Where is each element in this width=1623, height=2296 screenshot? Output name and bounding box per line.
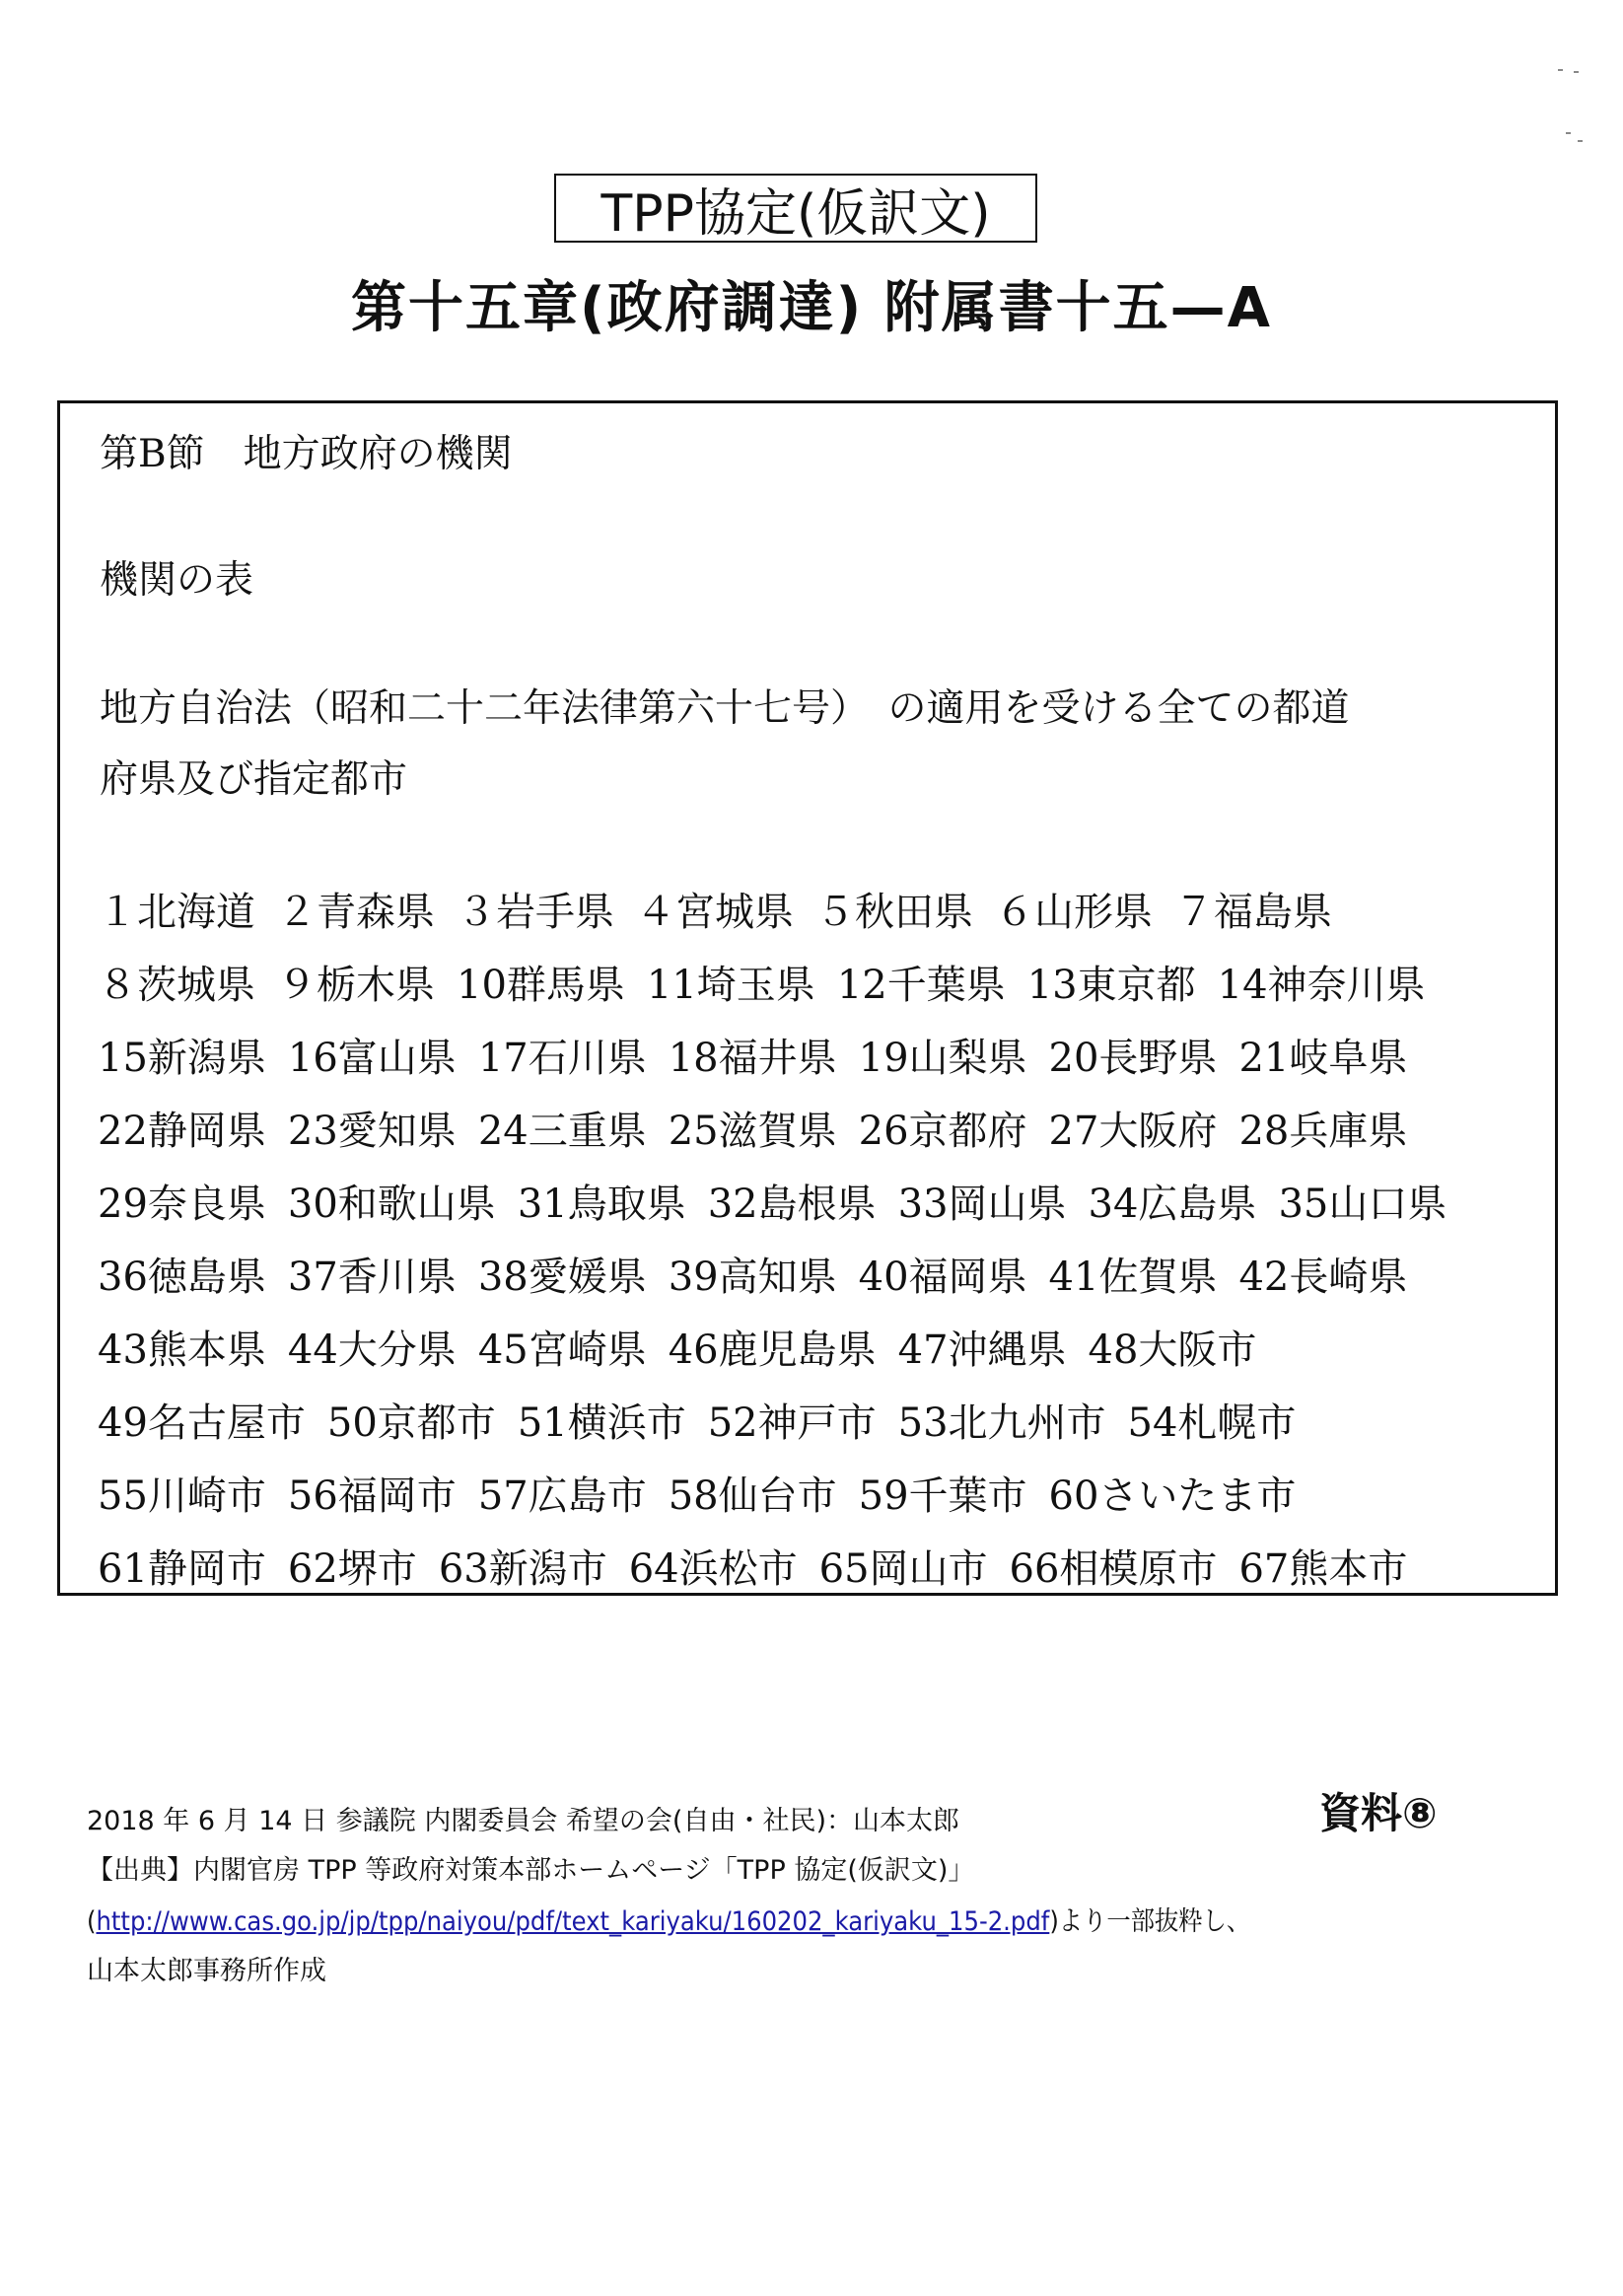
entity-item: 62堺市	[287, 1545, 417, 1592]
entity-item: ５秋田県	[815, 889, 973, 935]
entity-item: 12千葉県	[836, 962, 1006, 1008]
entity-item: 20長野県	[1048, 1035, 1218, 1081]
footer-source-line: 【出典】内閣官房 TPP 等政府対策本部ホームページ「TPP 協定(仮訳文)」	[87, 1855, 975, 1886]
entity-item: 13東京都	[1026, 962, 1196, 1008]
entity-item: 64浜松市	[628, 1545, 798, 1592]
entity-item: 53北九州市	[897, 1399, 1106, 1446]
description-line: 地方自治法（昭和二十二年法律第六十七号） の適用を受ける全ての都道	[100, 686, 1350, 731]
entity-item: 26京都府	[858, 1108, 1027, 1154]
entity-row	[98, 954, 1447, 1009]
entity-row	[98, 1465, 1317, 1520]
footer-url-line	[87, 1900, 1250, 1938]
entity-item: 39高知県	[668, 1254, 837, 1300]
entity-item: 37香川県	[287, 1254, 457, 1300]
section-heading: 第B節 地方政府の機関	[100, 432, 513, 476]
scan-speck	[1566, 132, 1571, 134]
entity-item: 35山口県	[1278, 1181, 1447, 1227]
entity-item: 56福岡市	[287, 1472, 457, 1519]
description-line: 府県及び指定都市	[100, 757, 408, 802]
entity-item: 15新潟県	[98, 1035, 266, 1081]
entity-item: 50京都市	[326, 1399, 496, 1446]
entity-item: 19山梨県	[858, 1035, 1027, 1081]
footer-date-line: 2018 年 6 月 14 日 参議院 内閣委員会 希望の会(自由・社民)：山本太郎	[87, 1806, 959, 1836]
entity-row	[98, 1246, 1429, 1301]
entity-item: 33岡山県	[897, 1181, 1067, 1227]
scan-speck	[1578, 140, 1583, 142]
entity-item: 55川崎市	[98, 1472, 266, 1519]
entity-item: 11埼玉県	[646, 962, 815, 1008]
entity-item: 66相模原市	[1009, 1545, 1218, 1592]
entity-item: 30和歌山県	[287, 1181, 496, 1227]
entity-list-box	[57, 400, 1558, 1596]
entity-item: 14神奈川県	[1217, 962, 1426, 1008]
entity-item: 54札幌市	[1127, 1399, 1297, 1446]
entity-item: ４宮城県	[636, 889, 794, 935]
entity-item: 24三重県	[477, 1108, 647, 1154]
entity-item: 57広島市	[477, 1472, 647, 1519]
entity-item: ２青森県	[277, 889, 435, 935]
entity-item: 31鳥取県	[517, 1181, 686, 1227]
entity-row	[98, 1392, 1317, 1447]
entity-item: 67熊本市	[1238, 1545, 1408, 1592]
entity-item: 27大阪府	[1048, 1108, 1218, 1154]
entity-row	[98, 1100, 1429, 1155]
entity-item: 52神戸市	[707, 1399, 877, 1446]
scan-speck	[1574, 71, 1579, 73]
entity-item: 44大分県	[287, 1327, 457, 1373]
entity-item: 51横浜市	[517, 1399, 686, 1446]
entity-row	[98, 881, 1354, 936]
entity-item: 18福井県	[668, 1035, 837, 1081]
chapter-title: 第十五章(政府調達) 附属書十五—A	[350, 276, 1273, 340]
entity-item: 59千葉市	[858, 1472, 1027, 1519]
entity-item: 58仙台市	[668, 1472, 837, 1519]
entity-item: 42長崎県	[1238, 1254, 1408, 1300]
entity-item: 47沖縄県	[897, 1327, 1067, 1373]
entity-item: 40福岡県	[858, 1254, 1027, 1300]
list-heading: 機関の表	[100, 558, 254, 603]
entity-item: 25滋賀県	[668, 1108, 837, 1154]
entity-item: 17石川県	[477, 1035, 647, 1081]
entity-item: 16富山県	[287, 1035, 457, 1081]
entity-row	[98, 1319, 1278, 1374]
entity-item: 41佐賀県	[1048, 1254, 1218, 1300]
entity-item: 38愛媛県	[477, 1254, 647, 1300]
entity-item: 32島根県	[707, 1181, 877, 1227]
footer-author-line: 山本太郎事務所作成	[87, 1956, 326, 1986]
entity-item: 48大阪市	[1088, 1327, 1257, 1373]
entity-row	[98, 1173, 1468, 1228]
entity-item: 60さいたま市	[1048, 1472, 1297, 1519]
entity-item: 61静岡市	[98, 1545, 266, 1592]
entity-item: 28兵庫県	[1238, 1108, 1408, 1154]
entity-item: 36徳島県	[98, 1254, 266, 1300]
entity-row	[98, 1027, 1429, 1082]
url-open-paren: (	[87, 1906, 97, 1937]
entity-item: 45宮崎県	[477, 1327, 647, 1373]
entity-item: 34広島県	[1088, 1181, 1257, 1227]
entity-item: 49名古屋市	[98, 1399, 306, 1446]
url-suffix: )より一部抜粋し、	[1049, 1906, 1251, 1937]
boxed-title: TPP協定(仮訳文)	[554, 174, 1037, 243]
entity-row	[98, 1538, 1429, 1593]
entity-item: 63新潟市	[438, 1545, 607, 1592]
entity-item: 46鹿児島県	[668, 1327, 877, 1373]
entity-item: 21岐阜県	[1238, 1035, 1408, 1081]
source-url-link[interactable]: http://www.cas.go.jp/jp/tpp/naiyou/pdf/text_kariyaku/160202_kariyaku_15-2.pdf	[96, 1906, 1050, 1937]
entity-item: ８茨城県	[98, 962, 255, 1008]
document-label: 資料⑧	[1319, 1789, 1438, 1837]
entity-item: 23愛知県	[287, 1108, 457, 1154]
scan-speck	[1558, 69, 1563, 71]
entity-item: 22静岡県	[98, 1108, 266, 1154]
entity-item: 29奈良県	[98, 1181, 266, 1227]
entity-item: 10群馬県	[457, 962, 625, 1008]
entity-item: 43熊本県	[98, 1327, 266, 1373]
entity-item: ７福島県	[1174, 889, 1332, 935]
entity-item: １北海道	[98, 889, 255, 935]
entity-item: 65岡山市	[818, 1545, 988, 1592]
entity-item: ３岩手県	[457, 889, 614, 935]
entity-item: ６山形県	[995, 889, 1153, 935]
entity-item: ９栃木県	[277, 962, 435, 1008]
